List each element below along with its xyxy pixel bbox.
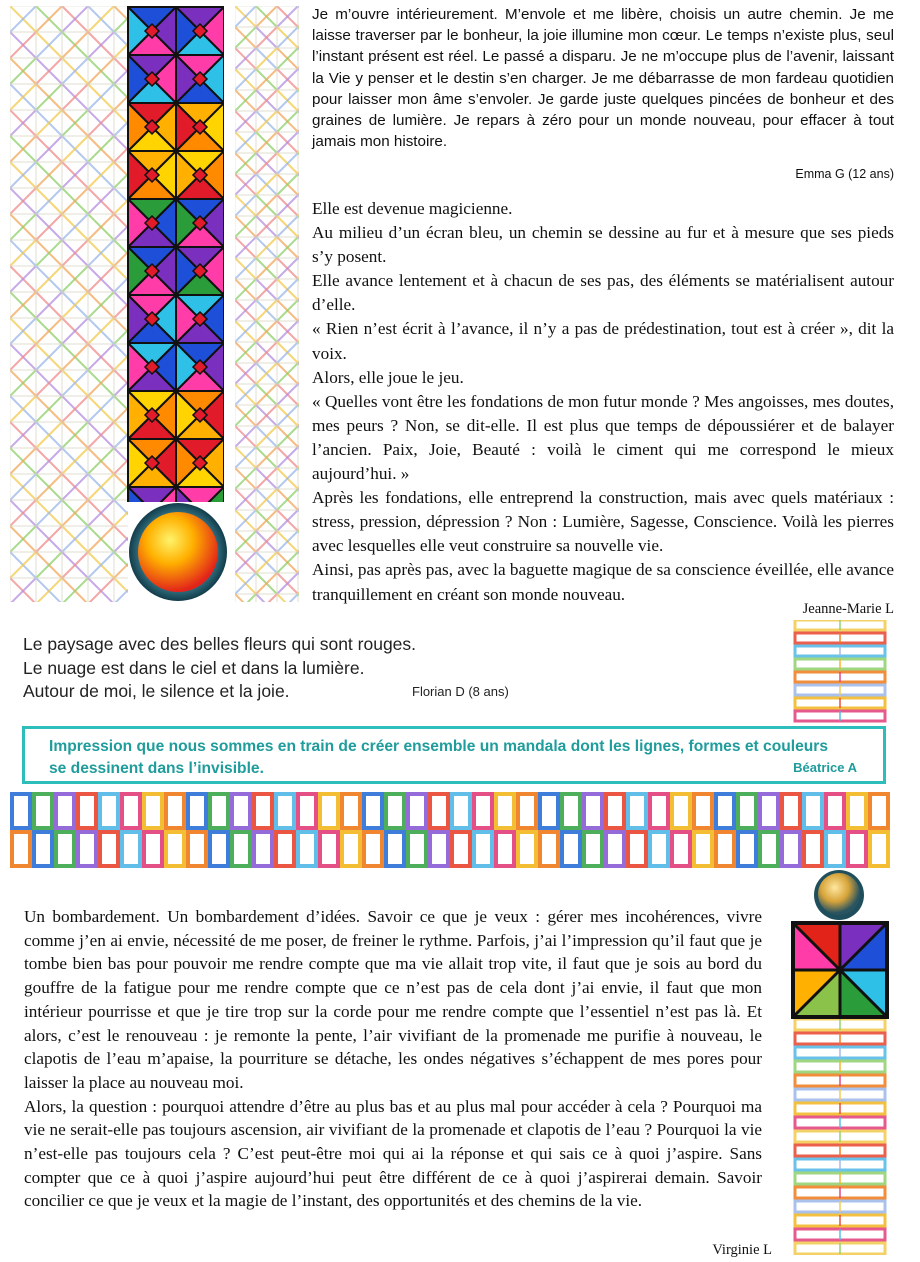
virginie-paragraph-1: Un bombardement. Un bombardement d’idées. Savoir ce que je veux : gérer mes incohérences, vivre comme j’en ai envie, nécessité de me poser, de freiner le rythme. Parfois, j’ai l’impression qu’il faut que je tombe bien bas pour pouvoir me rendre compte que ma vie allait trop vite, il faut que je sois au bord du gouffre de la fatigue pour me rendre compte que ce n’est pas de cela dont j’ai envie, il faut que mon intérieur pourrisse et que je tire trop sur la corde pour me rendre compte que l’essentiel n’est pas là. Et alors, c’est le renouveau : je remonte la pente, l’air vivifiant de la promenade me purifie à nouveau, le clapotis de l’eau m’apaise, la pourriture se détache, les ondes négatives s’échappent de mes pores pour laisser la place au nouveau moi. [24, 907, 762, 1092]
virginie-text-block [24, 905, 762, 1213]
beatrice-quote-box [22, 726, 886, 784]
emma-text-block [312, 4, 894, 152]
mosaic-tile-illustration [791, 921, 889, 1019]
beatrice-signature: Béatrice A [793, 760, 857, 775]
vertical-color-strip-illustration [791, 1019, 889, 1255]
jm-paragraph-5: Alors, elle joue le jeu. [312, 367, 464, 387]
small-color-strip-illustration [791, 620, 889, 724]
florian-line-3: Autour de moi, le silence et la joie. [23, 681, 290, 701]
jm-paragraph-6: « Quelles vont être les fondations de mon futur monde ? Mes angoisses, mes doutes, mes peurs ? Non, se dit-elle. Il est plus que temps de dépoussiérer et de balayer l’ancien. Paix, Joie, Beauté : voilà le ciment qui me correspond le mieux aujourd’hui. » [312, 391, 894, 484]
jm-paragraph-2: Au milieu d’un écran bleu, un chemin se dessine au fur et à mesure que ses pieds s’y posent. [312, 223, 894, 267]
florian-line-2: Le nuage est dans le ciel et dans la lumière. [23, 657, 365, 678]
beatrice-quote: Impression que nous sommes en train de créer ensemble un mandala dont les lignes, formes et couleurs se dessinent dans l’invisible. [49, 738, 829, 777]
sun-orb-illustration [128, 502, 228, 602]
stained-glass-illustration [127, 6, 224, 502]
emma-paragraph: Je m’ouvre intérieurement. M’envole et me libère, choisis un autre chemin. Je me laisse traverser par le bonheur, la joie illumine mon cœur. Le temps n’existe plus, seul l’instant présent est réel. Le passé a disparu. Je ne m’occupe plus de l’avenir, laissant la Vie y penser et le destin s’en charger. Je me débarrasse de mon fardeau quotidien pour laisser mon âme s’envoler. Je garde juste quelques pincées de bonheur et des graines de lumière. Je repars à zéro pour un monde nouveau, pour effacer à tout jamais mon histoire. [312, 6, 894, 151]
right-lattice-illustration [235, 6, 299, 602]
florian-signature: Florian D (8 ans) [412, 684, 509, 699]
jeanne-marie-signature: Jeanne-Marie L [802, 601, 894, 617]
jm-paragraph-4: « Rien n’est écrit à l’avance, il n’y a pas de prédestination, tout est à créer », dit la voix. [312, 319, 894, 363]
jm-paragraph-8: Ainsi, pas après pas, avec la baguette magique de sa conscience éveillée, elle avance tranquillement en créant son monde nouveau. [312, 560, 894, 604]
jm-paragraph-3: Elle avance lentement et à chacun de ses pas, des éléments se matérialisent autour d’elle. [312, 271, 894, 315]
florian-line-1: Le paysage avec des belles fleurs qui sont rouges. [23, 634, 417, 654]
jm-paragraph-1: Elle est devenue magicienne. [312, 199, 513, 218]
virginie-paragraph-2: Alors, la question : pourquoi attendre d’être au plus bas et au plus mal pour accéder à cela ? Pourquoi ma vie ne serait-elle pas toujours ascension, air vivifiant de la promenade et clapotis de l’eau ? Pourquoi la vie n’est-elle pas toujours cela ? C’est peut-être moi qui ai la réponse et qui sais ce à quoi j’aspire. Sans compter que ce à quoi j’aspire aujourd’hui peut être différent de ce à quoi j’aspirerai demain. Savoir concilier ce que je veux et la magie de l’instant, des opportunités et des chemins de la vie. [24, 1096, 762, 1211]
jeanne-marie-text-block [312, 197, 894, 607]
small-orb-illustration [813, 869, 865, 921]
virginie-signature: Virginie L [712, 1242, 772, 1258]
left-lattice-illustration [10, 6, 128, 602]
emma-signature: Emma G (12 ans) [795, 167, 894, 181]
mosaic-band-illustration [10, 790, 890, 870]
jm-paragraph-7: Après les fondations, elle entreprend la construction, mais avec quels matériaux : stress, pression, dépression ? Non : Lumière, Sagesse, Conscience. Voilà les pierres avec lesquelles elle veut construire sa nouvelle vie. [312, 488, 894, 556]
